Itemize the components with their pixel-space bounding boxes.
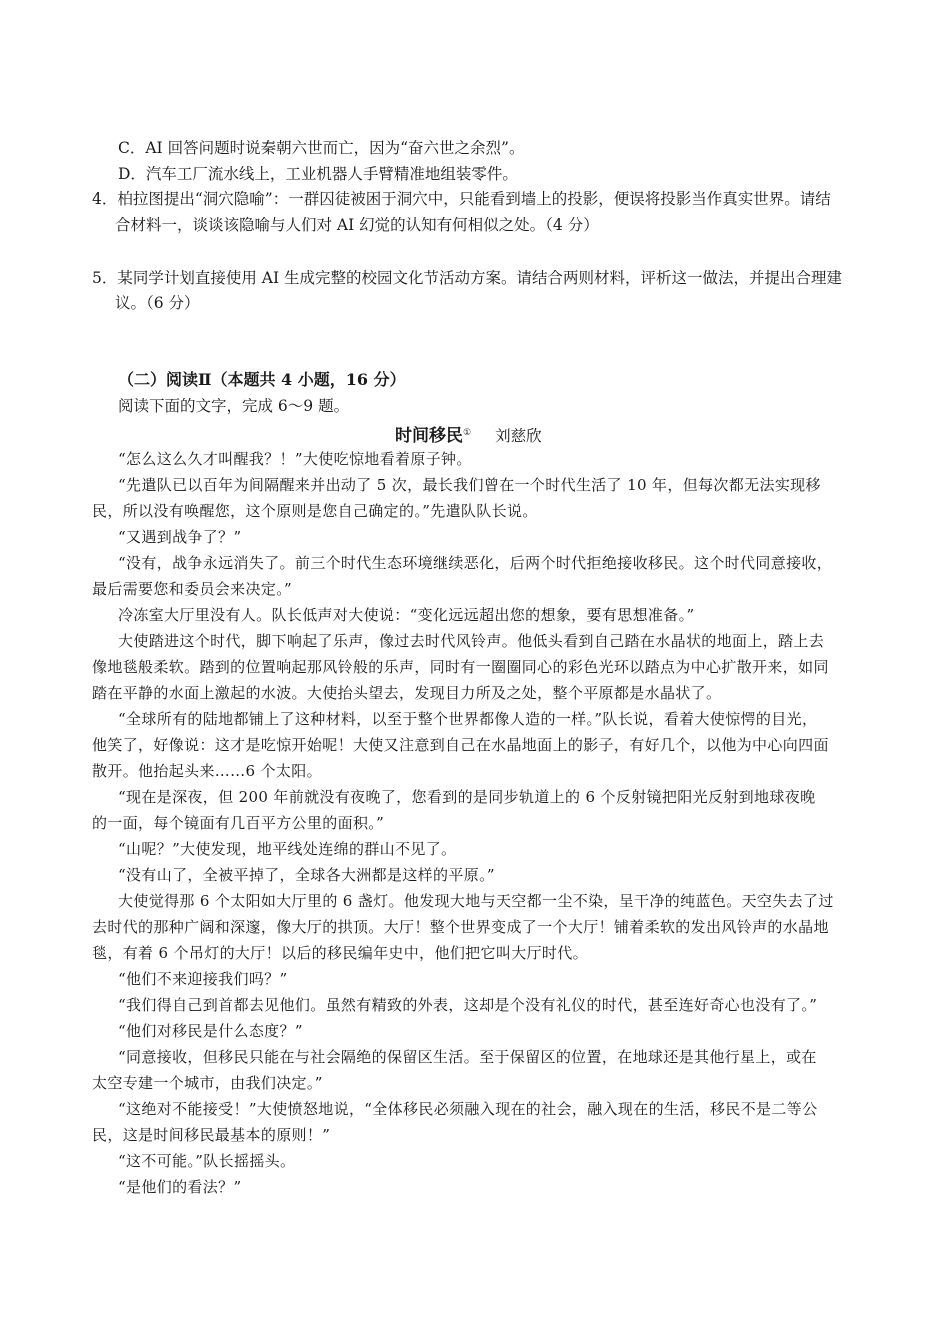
section-heading: （二）阅读Ⅱ（本题共 4 小题，16 分）: [118, 370, 406, 389]
article-line: “又遇到战争了？”: [118, 528, 242, 546]
article-line: 他笑了，好像说：这才是吃惊开始呢！大使又注意到自己在水晶地面上的影子，有好几个，以他为中心向四面: [92, 736, 829, 754]
article-line: 去时代的那种广阔和深邃，像大厅的拱顶。大厅！整个世界变成了一个大厅！铺着柔软的发出风铃声的水晶地: [92, 918, 829, 936]
article-author: 刘慈欣: [495, 427, 542, 446]
article-line: “山呢？”大使发现，地平线处连绵的群山不见了。: [118, 840, 457, 858]
article-line: “没有，战争永远消失了。前三个时代生态环境继续恶化，后两个时代拒绝接收移民。这个时代同意接收，: [118, 554, 833, 572]
article-line: 毯，有着 6 个吊灯的大厅！以后的移民编年史中，他们把它叫大厅时代。: [92, 944, 588, 962]
article-line: “先遣队已以百年为间隔醒来并出动了 5 次，最长我们曾在一个时代生活了 10 年，但每次都无法实现移: [118, 476, 821, 494]
article-line: 太空专建一个城市，由我们决定。”: [92, 1074, 323, 1092]
article-line: 的一面，每个镜面有几百平方公里的面积。”: [92, 814, 385, 832]
article-line: 大使踏进这个时代，脚下响起了乐声，像过去时代风铃声。他低头看到自己踏在水晶状的地面上，踏上去: [118, 632, 825, 650]
article-line: 大使觉得那 6 个太阳如大厅里的 6 盏灯。他发现大地与天空都一尘不染，呈干净的纯蓝色。天空失去了过: [118, 892, 834, 910]
article-line: 最后需要您和委员会来决定。”: [92, 580, 293, 598]
article-line: “他们不来迎接我们吗？”: [118, 970, 288, 988]
article-line: “同意接收，但移民只能在与社会隔绝的保留区生活。至于保留区的位置，在地球还是其他行星上，或在: [118, 1048, 817, 1066]
article-line: “这绝对不能接受！”大使愤怒地说，“全体移民必须融入现在的社会，融入现在的生活，移民不是二等公: [118, 1100, 818, 1118]
option-d: D．汽车工厂流水线上，工业机器人手臂精准地组装零件。: [118, 165, 518, 183]
article-line: “这不可能。”队长摇摇头。: [118, 1152, 296, 1170]
article-line: “怎么这么久才叫醒我？！”大使吃惊地看着原子钟。: [118, 450, 472, 468]
article-line: 散开。他抬起头来……6 个太阳。: [92, 762, 322, 780]
article-title: 时间移民: [395, 426, 463, 447]
question-4-line-1: 4．柏拉图提出“洞穴隐喻”：一群囚徒被困于洞穴中，只能看到墙上的投影，便误将投影当作真实世界。请结: [92, 190, 831, 208]
article-title-line: [395, 423, 542, 446]
footnote-mark: ①: [463, 428, 472, 438]
article-line: “现在是深夜，但 200 年前就没有夜晚了，您看到的是同步轨道上的 6 个反射镜把阳光反射到地球夜晚: [118, 788, 816, 806]
article-line: 像地毯般柔软。踏到的位置响起那风铃般的乐声，同时有一圈圈同心的彩色光环以踏点为中心扩散开来，如同: [92, 658, 829, 676]
article-line: “他们对移民是什么态度？”: [118, 1022, 303, 1040]
question-4-line-2: 合材料一，谈谈该隐喻与人们对 AI 幻觉的认知有何相似之处。（4 分）: [115, 216, 599, 234]
article-line: 踏在平静的水面上激起的水波。大使抬头望去，发现目力所及之处，整个平原都是水晶状了。: [92, 684, 722, 702]
question-5-line-2: 议。（6 分）: [115, 294, 200, 312]
article-line: “没有山了，全被平掉了，全球各大洲都是这样的平原。”: [118, 866, 495, 884]
article-line: “我们得自己到首都去见他们。虽然有精致的外表，这却是个没有礼仪的时代，甚至连好奇心也没有了。”: [118, 996, 818, 1014]
article-line: 民，所以没有唤醒您，这个原则是您自己确定的。”先遣队队长说。: [92, 502, 538, 520]
question-5-line-1: 5．某同学计划直接使用 AI 生成完整的校园文化节活动方案。请结合两则材料，评析这一做法，并提出合理建: [92, 269, 843, 287]
section-instruction: 阅读下面的文字，完成 6～9 题。: [118, 397, 350, 415]
option-c: C．AI 回答问题时说秦朝六世而亡，因为“奋六世之余烈”。: [118, 139, 525, 157]
article-line: 冷冻室大厅里没有人。队长低声对大使说：“变化远远超出您的想象，要有思想准备。”: [118, 606, 695, 624]
article-line: “全球所有的陆地都铺上了这种材料，以至于整个世界都像人造的一样。”队长说，看着大使惊愕的目光，: [118, 710, 818, 728]
article-line: “是他们的看法？”: [118, 1178, 242, 1196]
article-line: 民，这是时间移民最基本的原则！”: [92, 1126, 331, 1144]
